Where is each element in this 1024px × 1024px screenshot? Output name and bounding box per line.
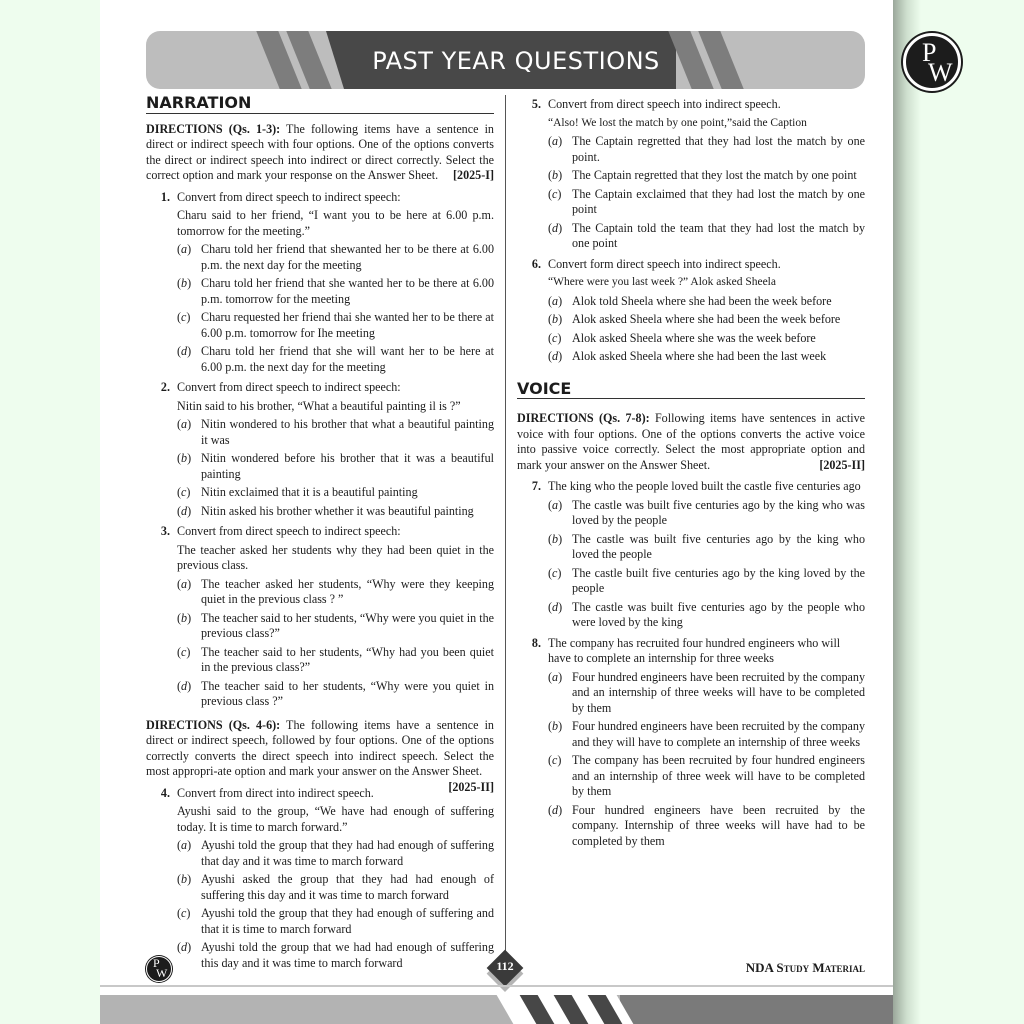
question-6 bbox=[517, 257, 865, 365]
option-a: (a) The castle was built five centuries ago by the king who was loved by the people bbox=[548, 497, 865, 527]
option-c: (c) Nitin exclaimed that it is a beautiful painting bbox=[177, 485, 418, 499]
option-a: (a) Four hundred engineers have been recruited by the company and an internship of three weeks will have to be completed by them bbox=[548, 669, 865, 715]
directions-label: DIRECTIONS (Qs. 1-3): bbox=[146, 121, 281, 136]
left-column bbox=[146, 95, 494, 976]
option-c: (c) The castle built five centuries ago by the king loved by the people bbox=[548, 565, 865, 595]
option-c: (c) Alok asked Sheela where she was the week before bbox=[548, 330, 816, 345]
question-stem: “Where were you last week ?” Alok asked Sheela bbox=[548, 276, 776, 288]
question-text: The king who the people loved built the castle five centuries ago bbox=[548, 479, 861, 493]
option-c: (c) The company has been recruited by four hundred engineers and an internship of three week will have to be completed by them bbox=[548, 753, 865, 798]
option-b: (b) The teacher said to her students, “Why were you quiet in the previous class?” bbox=[177, 610, 494, 640]
option-b: (b) The castle was built five centuries ago by the king who loved the people bbox=[548, 531, 865, 561]
year-tag: [2025-I] bbox=[453, 168, 494, 182]
option-c: (c) The Captain exclaimed that they had lost the match by one point bbox=[548, 186, 865, 216]
option-b: (b) Charu told her friend that she wanted her to be there at 6.00 p.m. tomorrow for the meeting bbox=[177, 276, 494, 306]
directions-text: The following items have a sentence in direct or indirect speech, followed by four options. One of the options correctly converts the direct speech into indirect speech. Select the most appropri-ate option and mark your answer on the Answer Sheet. bbox=[146, 717, 494, 778]
option-a: (a) The Captain regretted that they had lost the match by one point. bbox=[548, 134, 865, 164]
directions-text: Following items have sentences in active voice with four options. One of the options converts the active voice into passive voice correctly. Select the most appropriate option and mark your answer on the Answer Sheet. bbox=[517, 411, 865, 472]
question-number: 3. bbox=[160, 524, 170, 538]
option-b: (b) The Captain regretted that they lost the match by one point bbox=[548, 168, 857, 182]
question-stem: Ayushi said to the group, “We have had enough of suffering today. It is time to march forward.” bbox=[177, 804, 494, 834]
option-a: (a) Ayushi told the group that they had had enough of suffering that day and it was time to march forward bbox=[177, 838, 494, 868]
option-b: (b) Alok asked Sheela where she had been the week before bbox=[548, 312, 841, 326]
question-number: 7. bbox=[531, 479, 541, 493]
question-number: 5. bbox=[531, 97, 541, 111]
option-d: (d) The teacher said to her students, “Why were you quiet in previous class ?” bbox=[177, 678, 494, 708]
question-number: 4. bbox=[160, 785, 170, 800]
option-a: (a) Alok told Sheela where she had been the week before bbox=[548, 293, 832, 308]
question-4 bbox=[146, 786, 494, 972]
option-d: (d) Ayushi told the group that we had had enough of suffering this day and it was time to march forward bbox=[177, 940, 494, 970]
footer-band bbox=[100, 995, 893, 1024]
header-banner bbox=[146, 31, 865, 89]
question-text: The company has recruited four hundred engineers who will have to complete an internship for three weeks bbox=[548, 635, 841, 665]
question-text: Convert from direct speech to indirect speech: bbox=[177, 380, 401, 394]
question-stem: The teacher asked her students why they had been quiet in the previous class. bbox=[177, 542, 494, 572]
option-d: (d) Alok asked Sheela where she had been the last week bbox=[548, 349, 827, 363]
pw-logo-icon: P W bbox=[146, 956, 172, 982]
option-c: (c) The teacher said to her students, “Why had you been quiet in the previous class?” bbox=[177, 644, 494, 674]
right-column bbox=[517, 95, 865, 854]
page-title: PAST YEAR QUESTIONS bbox=[372, 47, 660, 75]
option-d: (d) Nitin asked his brother whether it was beautiful painting bbox=[177, 503, 474, 518]
option-d: (d) Four hundred engineers have been recruited by the company. Internship of three weeks will have had to be completed by them bbox=[548, 802, 865, 848]
directions-label: DIRECTIONS (Qs. 4-6): bbox=[146, 717, 281, 732]
option-d: (d) The castle was built five centuries ago by the people who were loved by the king bbox=[548, 599, 865, 629]
question-number: 6. bbox=[531, 256, 541, 271]
section-title-voice: VOICE bbox=[517, 381, 865, 400]
question-5 bbox=[517, 97, 865, 252]
question-8 bbox=[517, 636, 865, 850]
option-a: (a) Charu told her friend that shewanted her to be there at 6.00 p.m. the next day for the meeting bbox=[177, 242, 494, 272]
footer-rule bbox=[100, 985, 893, 987]
option-c: (c) Ayushi told the group that they had enough of suffering and that it is time to march forward bbox=[177, 906, 494, 936]
document-page bbox=[100, 0, 893, 1024]
column-divider bbox=[505, 95, 506, 955]
option-b: (b) Nitin wondered before his brother that it was a beautiful painting bbox=[177, 451, 494, 481]
page-shadow bbox=[893, 0, 921, 1024]
directions-block bbox=[517, 411, 865, 473]
question-number: 8. bbox=[531, 635, 541, 650]
question-text: Convert form direct speech into indirect speech. bbox=[548, 256, 781, 271]
option-d: (d) Charu told her friend that she will want her to be here at 6.00 p.m. the next day for the meeting bbox=[177, 344, 494, 374]
section-title-narration: NARRATION bbox=[146, 95, 494, 114]
question-2 bbox=[146, 380, 494, 519]
question-text: Convert from direct speech to indirect speech: bbox=[177, 189, 401, 204]
question-3 bbox=[146, 524, 494, 710]
year-tag: [2025-II] bbox=[448, 779, 494, 794]
question-number: 1. bbox=[160, 189, 170, 204]
question-text: Convert from direct into indirect speech. bbox=[177, 785, 374, 800]
directions-text: The following items have a sentence in direct or indirect speech with four options. One of the options converts the direct or indirect speech into indirect or direct correctly. Select the correct option and mark your response on the Answer Sheet. bbox=[146, 121, 494, 182]
question-number: 2. bbox=[160, 380, 170, 394]
question-stem: Charu said to her friend, “I want you to be here at 6.00 p.m. tomorrow for the meeting.” bbox=[177, 208, 494, 238]
page-number: 112 bbox=[496, 959, 514, 973]
option-c: (c) Charu requested her friend thai she wanted her to be there at 6.00 p.m. tomorrow for Ihe meeting bbox=[177, 310, 494, 340]
year-tag: [2025-II] bbox=[819, 457, 865, 472]
question-text: Convert from direct speech to indirect speech: bbox=[177, 524, 401, 538]
pw-logo-icon: P W bbox=[903, 33, 961, 91]
footer-brand: NDA Study Material bbox=[745, 960, 865, 975]
footer-band-dark bbox=[620, 995, 893, 1024]
directions-block bbox=[146, 122, 494, 184]
question-1 bbox=[146, 190, 494, 376]
question-stem: Nitin said to his brother, “What a beautiful painting il is ?” bbox=[177, 398, 461, 413]
option-a: (a) Nitin wondered to his brother that what a beautiful painting it was bbox=[177, 417, 494, 447]
directions-label: DIRECTIONS (Qs. 7-8): bbox=[517, 411, 650, 425]
option-d: (d) The Captain told the team that they had lost the match by one point bbox=[548, 220, 865, 250]
option-b: (b) Ayushi asked the group that they had had enough of suffering this day and it was time to march forward bbox=[177, 872, 494, 902]
option-a: (a) The teacher asked her students, “Why were they keeping quiet in the previous class ? ” bbox=[177, 576, 494, 606]
option-b: (b) Four hundred engineers have been recruited by the company and they will have to complete an internship of three weeks bbox=[548, 719, 865, 749]
question-stem: “Also! We lost the match by one point,”said the Caption bbox=[548, 116, 807, 129]
question-text: Convert from direct speech into indirect speech. bbox=[548, 97, 781, 111]
question-7 bbox=[517, 479, 865, 631]
